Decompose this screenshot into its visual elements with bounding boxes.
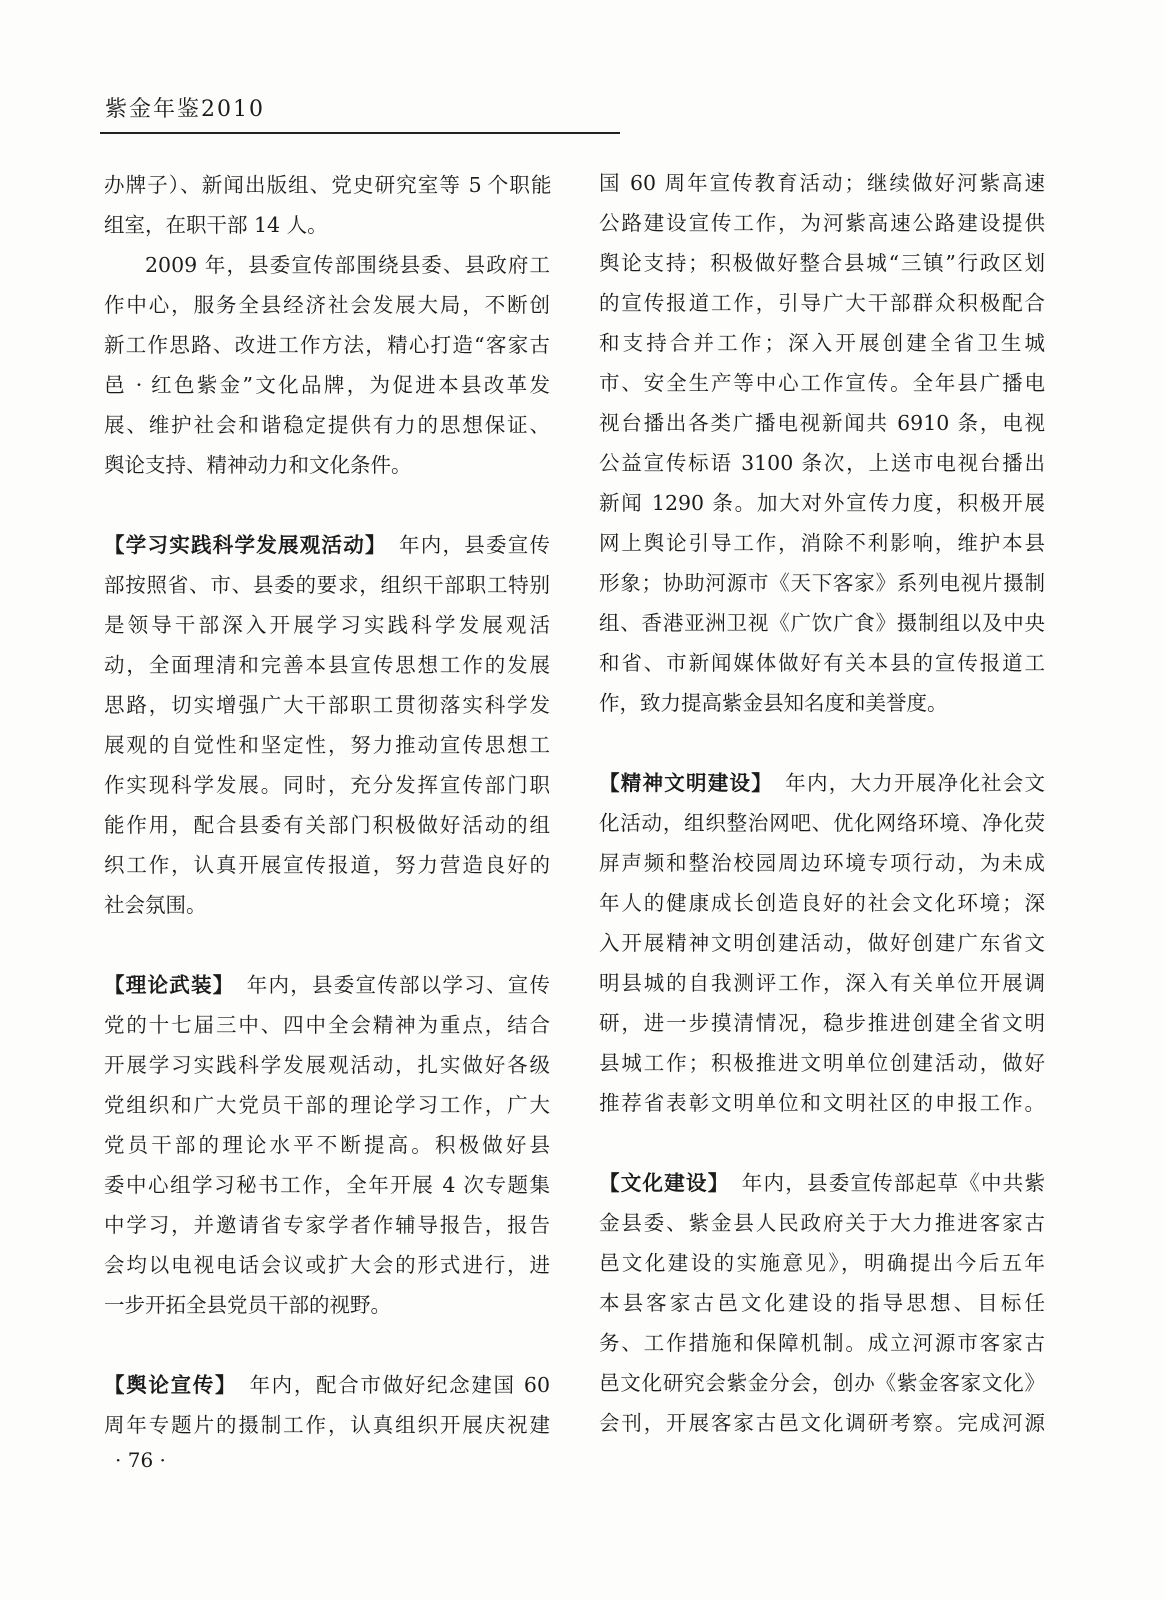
text-line: 化活动，组织整治网吧、优化网络环境、净化荧 <box>599 811 1045 835</box>
section-heading: 【精神文明建设】 <box>599 771 773 795</box>
section-spacer <box>599 723 1045 763</box>
text-line: 动，全面理清和完善本县宣传思想工作的发展 <box>104 653 550 677</box>
text-line: 公益宣传标语 3100 条次，上送市电视台播出 <box>599 451 1045 475</box>
left-column <box>104 165 550 1445</box>
text-line: 年人的健康成长创造良好的社会文化环境；深 <box>599 891 1045 915</box>
text-line: 明县城的自我测评工作，深入有关单位开展调 <box>599 971 1045 995</box>
text-line: 新工作思路、改进工作方法，精心打造“客家古 <box>104 333 550 357</box>
text-line: 一步开拓全县党员干部的视野。 <box>104 1293 391 1317</box>
text-line: 作中心，服务全县经济社会发展大局，不断创 <box>104 293 550 317</box>
text-line: 和省、市新闻媒体做好有关本县的宣传报道工 <box>599 651 1045 675</box>
text-line: 能作用，配合县委有关部门积极做好活动的组 <box>104 813 550 837</box>
text-line: 展、维护社会和谐稳定提供有力的思想保证、 <box>104 413 550 437</box>
text-line: 舆论支持；积极做好整合县城“三镇”行政区划 <box>599 251 1045 275</box>
text-line: 年内，配合市做好纪念建国 60 <box>249 1373 550 1397</box>
text-line: 组室，在职干部 14 人。 <box>104 213 328 237</box>
text-line: 务、工作措施和保障机制。成立河源市客家古 <box>599 1331 1045 1355</box>
section-publicity <box>104 1365 550 1445</box>
section-heading: 【文化建设】 <box>599 1171 730 1195</box>
text-line: 作实现科学发展。同时，充分发挥宣传部门职 <box>104 773 550 797</box>
paragraph-continued <box>104 165 550 245</box>
text-line: 公路建设宣传工作，为河紫高速公路建设提供 <box>599 211 1045 235</box>
section-first-line <box>599 763 1045 803</box>
text-line: 作，致力提高紫金县知名度和美誉度。 <box>599 691 948 715</box>
text-line: 年内，县委宣传部以学习、宣传 <box>246 973 551 997</box>
section-first-line <box>104 965 550 1005</box>
text-line: 组、香港亚洲卫视《广饮广食》摄制组以及中央 <box>599 611 1045 635</box>
text-line: 开展学习实践科学发展观活动，扎实做好各级 <box>104 1053 550 1077</box>
text-line: 视台播出各类广播电视新闻共 6910 条，电视 <box>599 411 1045 435</box>
text-line: 党的十七届三中、四中全会精神为重点，结合 <box>104 1013 550 1037</box>
text-line: 邑文化研究会紫金分会，创办《紫金客家文化》 <box>599 1371 1045 1395</box>
text-line: 年内，县委宣传部起草《中共紫 <box>741 1171 1046 1195</box>
text-line: 周年专题片的摄制工作，认真组织开展庆祝建 <box>104 1413 550 1437</box>
paragraph-overview <box>104 245 550 485</box>
text-line: 会刊，开展客家古邑文化调研考察。完成河源 <box>599 1411 1045 1435</box>
text-line: 展观的自觉性和坚定性，努力推动宣传思想工 <box>104 733 550 757</box>
section-heading: 【学习实践科学发展观活动】 <box>104 533 387 557</box>
text-line: 的宣传报道工作，引导广大干部群众积极配合 <box>599 291 1045 315</box>
text-line: 研，进一步摸清情况，稳步推进创建全省文明 <box>599 1011 1045 1035</box>
section-civilization <box>599 763 1045 1123</box>
section-heading: 【理论武装】 <box>104 973 235 997</box>
text-line: 会均以电视电话会议或扩大会的形式进行，进 <box>104 1253 550 1277</box>
text-line: 金县委、紫金县人民政府关于大力推进客家古 <box>599 1211 1045 1235</box>
text-line: 入开展精神文明创建活动，做好创建广东省文 <box>599 931 1045 955</box>
section-study-practice <box>104 525 550 925</box>
text-line: 屏声频和整治校园周边环境专项行动，为未成 <box>599 851 1045 875</box>
text-line: 形象；协助河源市《天下客家》系列电视片摄制 <box>599 571 1045 595</box>
section-spacer <box>599 1123 1045 1163</box>
text-line: 年内，县委宣传 <box>399 533 551 557</box>
text-line: 中学习，并邀请省专家学者作辅导报告，报告 <box>104 1213 550 1237</box>
text-line: 年内，大力开展净化社会文 <box>785 771 1046 795</box>
text-line: 党组织和广大党员干部的理论学习工作，广大 <box>104 1093 550 1117</box>
text-line: 本县客家古邑文化建设的指导思想、目标任 <box>599 1291 1045 1315</box>
text-line: 国 60 周年宣传教育活动；继续做好河紫高速 <box>599 171 1045 195</box>
text-line: 是领导干部深入开展学习实践科学发展观活 <box>104 613 550 637</box>
text-line: 2009 年，县委宣传部围绕县委、县政府工 <box>145 253 550 277</box>
text-line: 办牌子）、新闻出版组、党史研究室等 5 个职能 <box>104 173 550 197</box>
section-culture <box>599 1163 1045 1443</box>
section-heading: 【舆论宣传】 <box>104 1373 238 1397</box>
text-line: 县城工作；积极推进文明单位创建活动，做好 <box>599 1051 1045 1075</box>
text-line: 委中心组学习秘书工作，全年开展 4 次专题集 <box>104 1173 550 1197</box>
text-line: 社会氛围。 <box>104 893 207 917</box>
text-line: 思路，切实增强广大干部职工贯彻落实科学发 <box>104 693 550 717</box>
text-line: 邑文化建设的实施意见》，明确提出今后五年 <box>599 1251 1045 1275</box>
text-line: 党员干部的理论水平不断提高。积极做好县 <box>104 1133 550 1157</box>
section-theory <box>104 965 550 1325</box>
section-spacer <box>104 485 550 525</box>
running-head-title: 紫金年鉴2010 <box>105 97 265 122</box>
text-line: 市、安全生产等中心工作宣传。全年县广播电 <box>599 371 1045 395</box>
paragraph-publicity-continued <box>599 163 1045 723</box>
section-first-line <box>104 1365 550 1405</box>
text-line: 新闻 1290 条。加大对外宣传力度，积极开展 <box>599 491 1045 515</box>
page-number: · 76 · <box>115 1448 166 1472</box>
text-line: 织工作，认真开展宣传报道，努力营造良好的 <box>104 853 550 877</box>
header-rule <box>100 132 620 134</box>
text-line: 邑 · 红色紫金”文化品牌，为促进本县改革发 <box>104 373 550 397</box>
section-first-line <box>599 1163 1045 1203</box>
section-spacer <box>104 925 550 965</box>
text-line: 舆论支持、精神动力和文化条件。 <box>104 453 412 477</box>
text-line: 推荐省表彰文明单位和文明社区的申报工作。 <box>599 1091 1045 1115</box>
text-line: 部按照省、市、县委的要求，组织干部职工特别 <box>104 573 550 597</box>
text-line: 和支持合并工作；深入开展创建全省卫生城 <box>599 331 1045 355</box>
section-spacer <box>104 1325 550 1365</box>
right-column <box>599 163 1045 1443</box>
section-first-line <box>104 525 550 565</box>
text-line: 网上舆论引导工作，消除不利影响，维护本县 <box>599 531 1045 555</box>
